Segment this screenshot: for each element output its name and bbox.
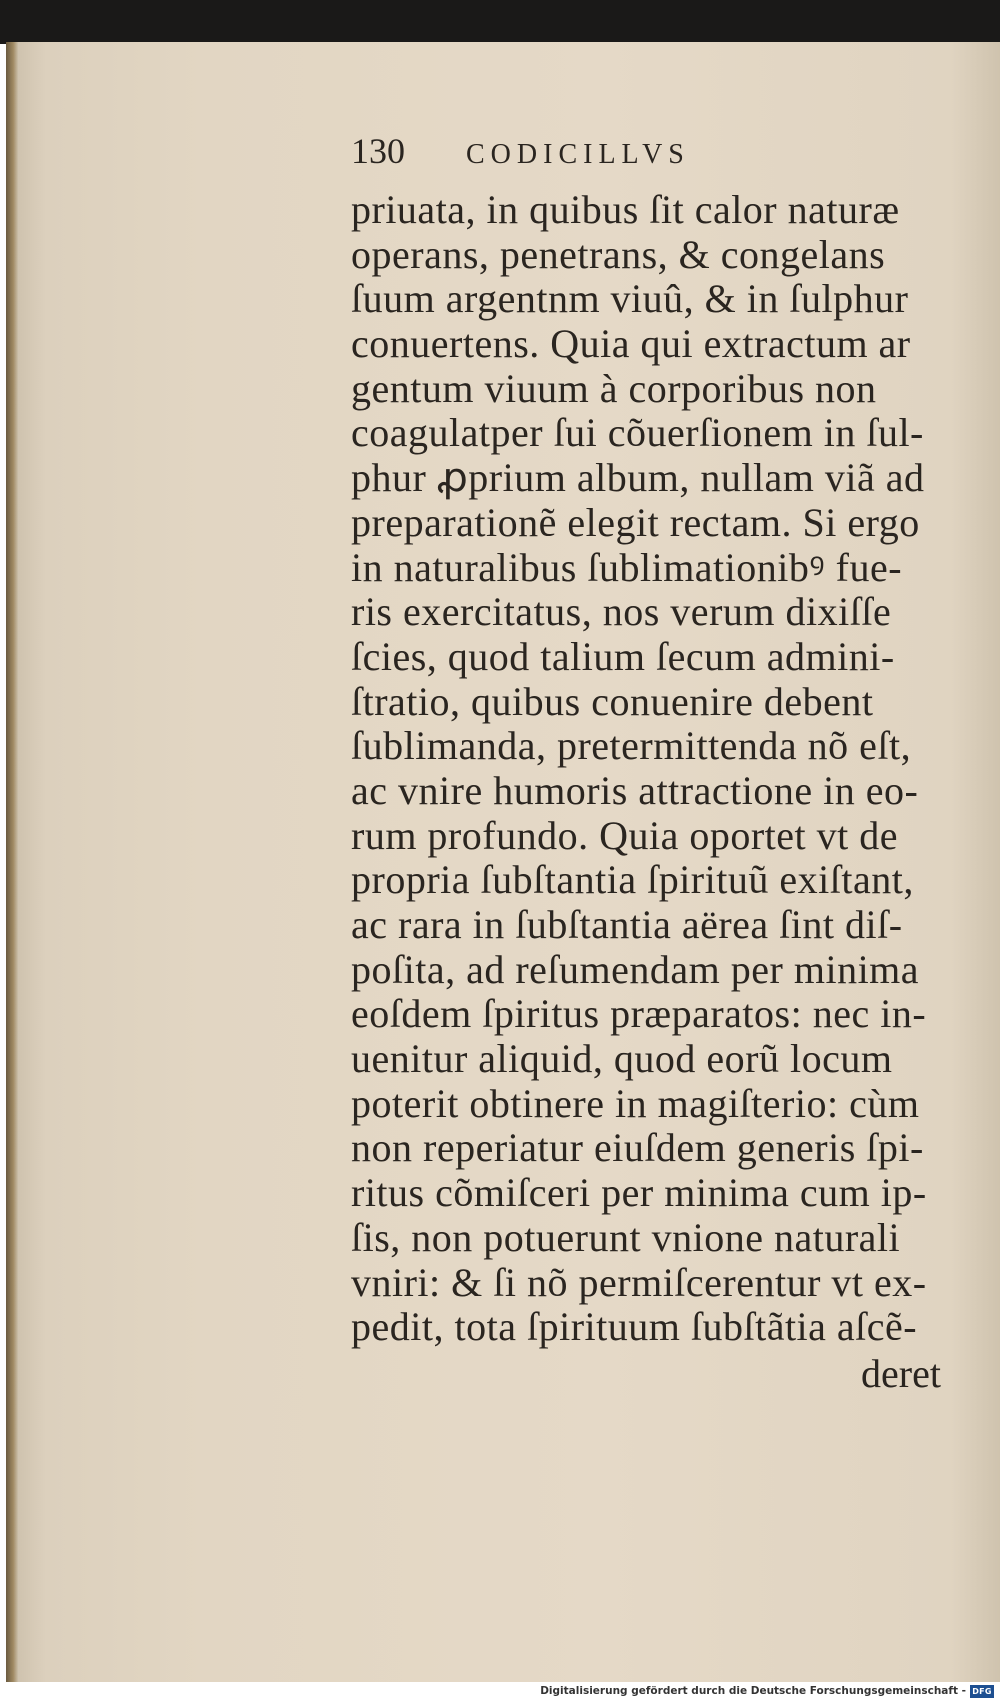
text-line: rum profundo. Quia oportet vt de	[351, 812, 898, 858]
book-page	[6, 42, 1000, 1682]
text-line: preparationẽ elegit rectam. Si ergo	[351, 499, 920, 545]
catchword: deret	[861, 1350, 941, 1396]
scan-background	[0, 0, 1000, 44]
text-line: poſita, ad reſumendam per minima	[351, 946, 920, 992]
text-line: propria ſubſtantia ſpirituũ exiſtant,	[351, 857, 914, 903]
text-line: non reperiatur eiuſdem generis ſpi-	[351, 1125, 924, 1171]
page-number: 130	[351, 131, 405, 171]
text-line: uenitur aliquid, quod eorũ locum	[351, 1036, 893, 1082]
text-line: ſcies, quod talium ſecum admini-	[351, 633, 895, 679]
funding-credit: Digitalisierung gefördert durch die Deutsche Forschungsgemeinschaft -	[540, 1685, 966, 1697]
text-line: eoſdem ſpiritus præparatos: nec in-	[351, 991, 927, 1037]
text-line: vniri: & ſi nõ permiſcerentur vt ex-	[351, 1259, 927, 1305]
text-line: ac vnire humoris attractione in eo-	[351, 767, 919, 813]
text-block	[351, 130, 951, 1398]
text-line: pedit, tota ſpirituum ſubſtãtia aſcẽ-	[351, 1304, 918, 1350]
text-line: ris exercitatus, nos verum dixiſſe	[351, 589, 892, 635]
text-line: ſtratio, quibus conuenire debent	[351, 678, 874, 724]
text-line: gentum viuum à corporibus non	[351, 365, 877, 411]
text-line: ſublimanda, pretermittenda nõ eſt,	[351, 723, 912, 769]
running-title: CODICILLVS	[466, 139, 690, 170]
text-line: priuata, in quibus ſit calor naturæ	[351, 187, 900, 232]
text-line: coagulatper ſui cõuerſionem in ſul-	[351, 410, 924, 456]
text-line: ritus cõmiſceri per minima cum ip-	[351, 1170, 927, 1216]
digitization-footer	[0, 1682, 1000, 1702]
book-spine-edge	[6, 42, 18, 1682]
text-line: ſis, non potuerunt vnione naturali	[351, 1214, 901, 1260]
text-line: conuertens. Quia qui extractum ar	[351, 321, 911, 367]
text-line: poterit obtinere in magiſterio: cùm	[351, 1080, 920, 1126]
text-line: operans, penetrans, & congelans	[351, 231, 886, 277]
text-line: in naturalibus ſublimationibꝰ fue-	[351, 544, 903, 590]
text-line: ſuum argentnm viuû, & in ſulphur	[351, 276, 909, 322]
dfg-logo-icon: DFG	[970, 1685, 994, 1698]
page-header	[351, 130, 951, 188]
text-line: phur ꝓprium album, nullam viã ad	[351, 455, 925, 501]
text-line: ac rara in ſubſtantia aërea ſint diſ-	[351, 902, 903, 947]
